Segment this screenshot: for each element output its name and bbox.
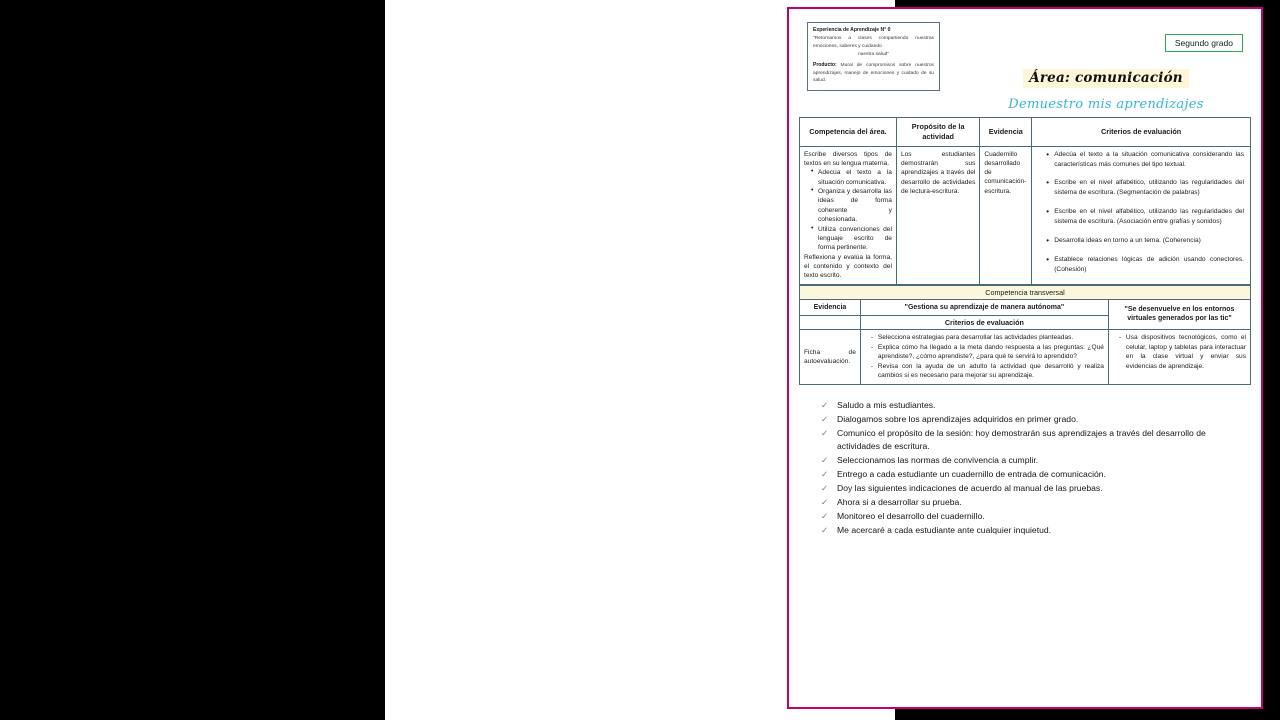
- transversal-criterios-bar: Criterios de evaluación: [860, 316, 1108, 330]
- check-icon: ✓: [821, 455, 829, 466]
- cell-transversal-criterios-1: [860, 330, 1108, 385]
- lesson-subtitle: Demuestro mis aprendizajes: [1008, 97, 1204, 112]
- transversal-spacer-cell: [800, 316, 861, 330]
- activity-checklist: [799, 399, 1251, 538]
- competencia-intro: Escribe diversos tipos de textos en su lengua materna.: [804, 150, 892, 168]
- header-criterios: Criterios de evaluación: [1032, 118, 1251, 147]
- checklist-item-label: Comunico el propósito de la sesión: hoy demostrarán sus aprendizajes a través del desarrollo de actividades de escritura.: [837, 428, 1206, 452]
- product-line: [813, 62, 934, 85]
- cell-evidencia: Cuadernillo desarrollado de comunicación-escritura.: [980, 146, 1032, 284]
- checklist-item-label: Entrego a cada estudiante un cuadernillo de entrada de comunicación.: [837, 469, 1106, 480]
- cell-competencia: [800, 146, 897, 284]
- product-text: Mural de compromisos sobre nuestros aprendizajes, manejo de emociones y cuidado de su salud.: [813, 63, 934, 84]
- checklist-item-label: Doy las siguientes indicaciones de acuerdo al manual de las pruebas.: [837, 483, 1103, 494]
- check-icon: ✓: [821, 497, 829, 508]
- checklist-item-label: Saludo a mis estudiantes.: [837, 399, 936, 410]
- cell-criterios: [1032, 146, 1251, 284]
- experience-quote-text: "Retornamos a clases compartiendo nuestras emociones, saberes y cuidando: [813, 36, 934, 49]
- area-title: Área: comunicación: [1023, 69, 1189, 88]
- criterios-list: [1036, 150, 1246, 275]
- list-item: - Explica cómo ha llegado a la meta dando respuesta a las preguntas: ¿Qué aprendiste?, ¿cómo aprendiste?, ¿para qué te servirá lo aprendido?: [871, 343, 1104, 362]
- cell-proposito: Los estudiantes demostrarán sus aprendizajes a través del desarrollo de actividades de lectura-escritura.: [896, 146, 979, 284]
- transversal-competency-row: [800, 299, 1251, 315]
- checklist-item-label: Seleccionamos las normas de convivencia a cumplir.: [837, 455, 1039, 466]
- list-item: • Establece relaciones lógicas de adición usando conectores. (Cohesión): [1046, 255, 1244, 275]
- list-item: [821, 427, 1251, 453]
- list-item: - Revisa con la ayuda de un adulto la actividad que desarrolló y realiza cambios si es necesario para mejorar su aprendizaje.: [871, 362, 1104, 381]
- experience-quote-last: nuestra salud": [857, 51, 890, 57]
- check-icon: ✓: [821, 469, 829, 480]
- experience-title: Experiencia de Aprendizaje N° 0: [813, 27, 891, 33]
- list-item: [821, 482, 1251, 495]
- check-icon: ✓: [821, 483, 829, 494]
- list-item: [821, 524, 1251, 537]
- check-icon: ✓: [821, 428, 829, 439]
- title-block: [981, 69, 1231, 112]
- checklist-item-label: Me acercaré a cada estudiante ante cualquier inquietud.: [837, 525, 1052, 536]
- list-item: • Adecúa el texto a la situación comunicativa considerando las características más comunes del tipo textual.: [1046, 150, 1244, 170]
- competencia-bullets: [804, 168, 892, 252]
- header-proposito: Propósito de la actividad: [896, 118, 979, 147]
- check-icon: ✓: [821, 399, 829, 410]
- transversal-content-row: [800, 330, 1251, 385]
- check-icon: ✓: [821, 413, 829, 424]
- checklist-item-label: Dialogamos sobre los aprendizajes adquiridos en primer grado.: [837, 413, 1079, 424]
- list-item: • Desarrolla ideas en torno a un tema. (Coherencia): [1046, 236, 1244, 246]
- main-evaluation-table: [799, 117, 1251, 285]
- list-item: [821, 468, 1251, 481]
- experience-box: [807, 22, 940, 91]
- checklist-item-label: Ahora si a desarrollar su prueba.: [837, 497, 962, 508]
- transversal-evidencia-header: Evidencia: [800, 299, 861, 315]
- check-icon: ✓: [821, 511, 829, 522]
- transversal-criterios-list-1: [865, 333, 1104, 381]
- list-item: • Utiliza convenciones del lenguaje escrito de forma pertinente.: [812, 225, 892, 253]
- experience-quote: [813, 35, 934, 58]
- transversal-banner-row: [800, 285, 1251, 299]
- list-item: • Escribe en el nivel alfabético, utilizando las regularidades del sistema de escritura. (Segmentación de palabras): [1046, 178, 1244, 198]
- checklist-item-label: Monitoreo el desarrollo del cuadernillo.: [837, 511, 985, 522]
- list-item: [821, 510, 1251, 523]
- cell-ficha-autoevaluacion: Ficha de autoevaluación.: [800, 330, 861, 385]
- header-competencia: Competencia del área.: [800, 118, 897, 147]
- page-header: [799, 17, 1251, 117]
- grade-badge: Segundo grado: [1165, 34, 1243, 52]
- transversal-banner: Competencia transversal: [800, 285, 1251, 299]
- list-item: • Adecúa el texto a la situación comunicativa.: [812, 168, 892, 187]
- competencia-outro: Reflexiona y evalúa la forma, el contenido y contexto del texto escrito.: [804, 253, 892, 280]
- transversal-competency-2: "Se desenvuelve en los entornos virtuales generados por las tic": [1108, 299, 1250, 329]
- list-item: [821, 399, 1251, 412]
- transversal-criterios-list-2: [1113, 333, 1246, 371]
- list-item: - Usa dispositivos tecnológicos, como el celular, laptop y tabletas para interactuar en la clase virtual y enviar sus evidencias de aprendizaje.: [1119, 333, 1246, 371]
- transversal-competency-1: "Gestiona su aprendizaje de manera autónoma": [860, 299, 1108, 315]
- list-item: [821, 413, 1251, 426]
- list-item: [821, 496, 1251, 509]
- list-item: [821, 454, 1251, 467]
- document-stage: [385, 0, 1246, 720]
- main-table-header-row: [800, 118, 1251, 147]
- check-icon: ✓: [821, 525, 829, 536]
- lesson-plan-page: [787, 7, 1263, 709]
- main-table-body-row: [800, 146, 1251, 284]
- list-item: • Organiza y desarrolla las ideas de forma coherente y cohesionada.: [812, 187, 892, 224]
- list-item: - Selecciona estrategias para desarrollar las actividades planteadas.: [871, 333, 1104, 343]
- header-evidencia: Evidencia: [980, 118, 1032, 147]
- list-item: • Escribe en el nivel alfabético, utilizando las regularidades del sistema de escritura. (Asociación entre grafías y sonidos): [1046, 207, 1244, 227]
- cell-transversal-criterios-2: [1108, 330, 1250, 385]
- transversal-competency-table: [799, 285, 1251, 385]
- product-label: Producto:: [813, 62, 837, 69]
